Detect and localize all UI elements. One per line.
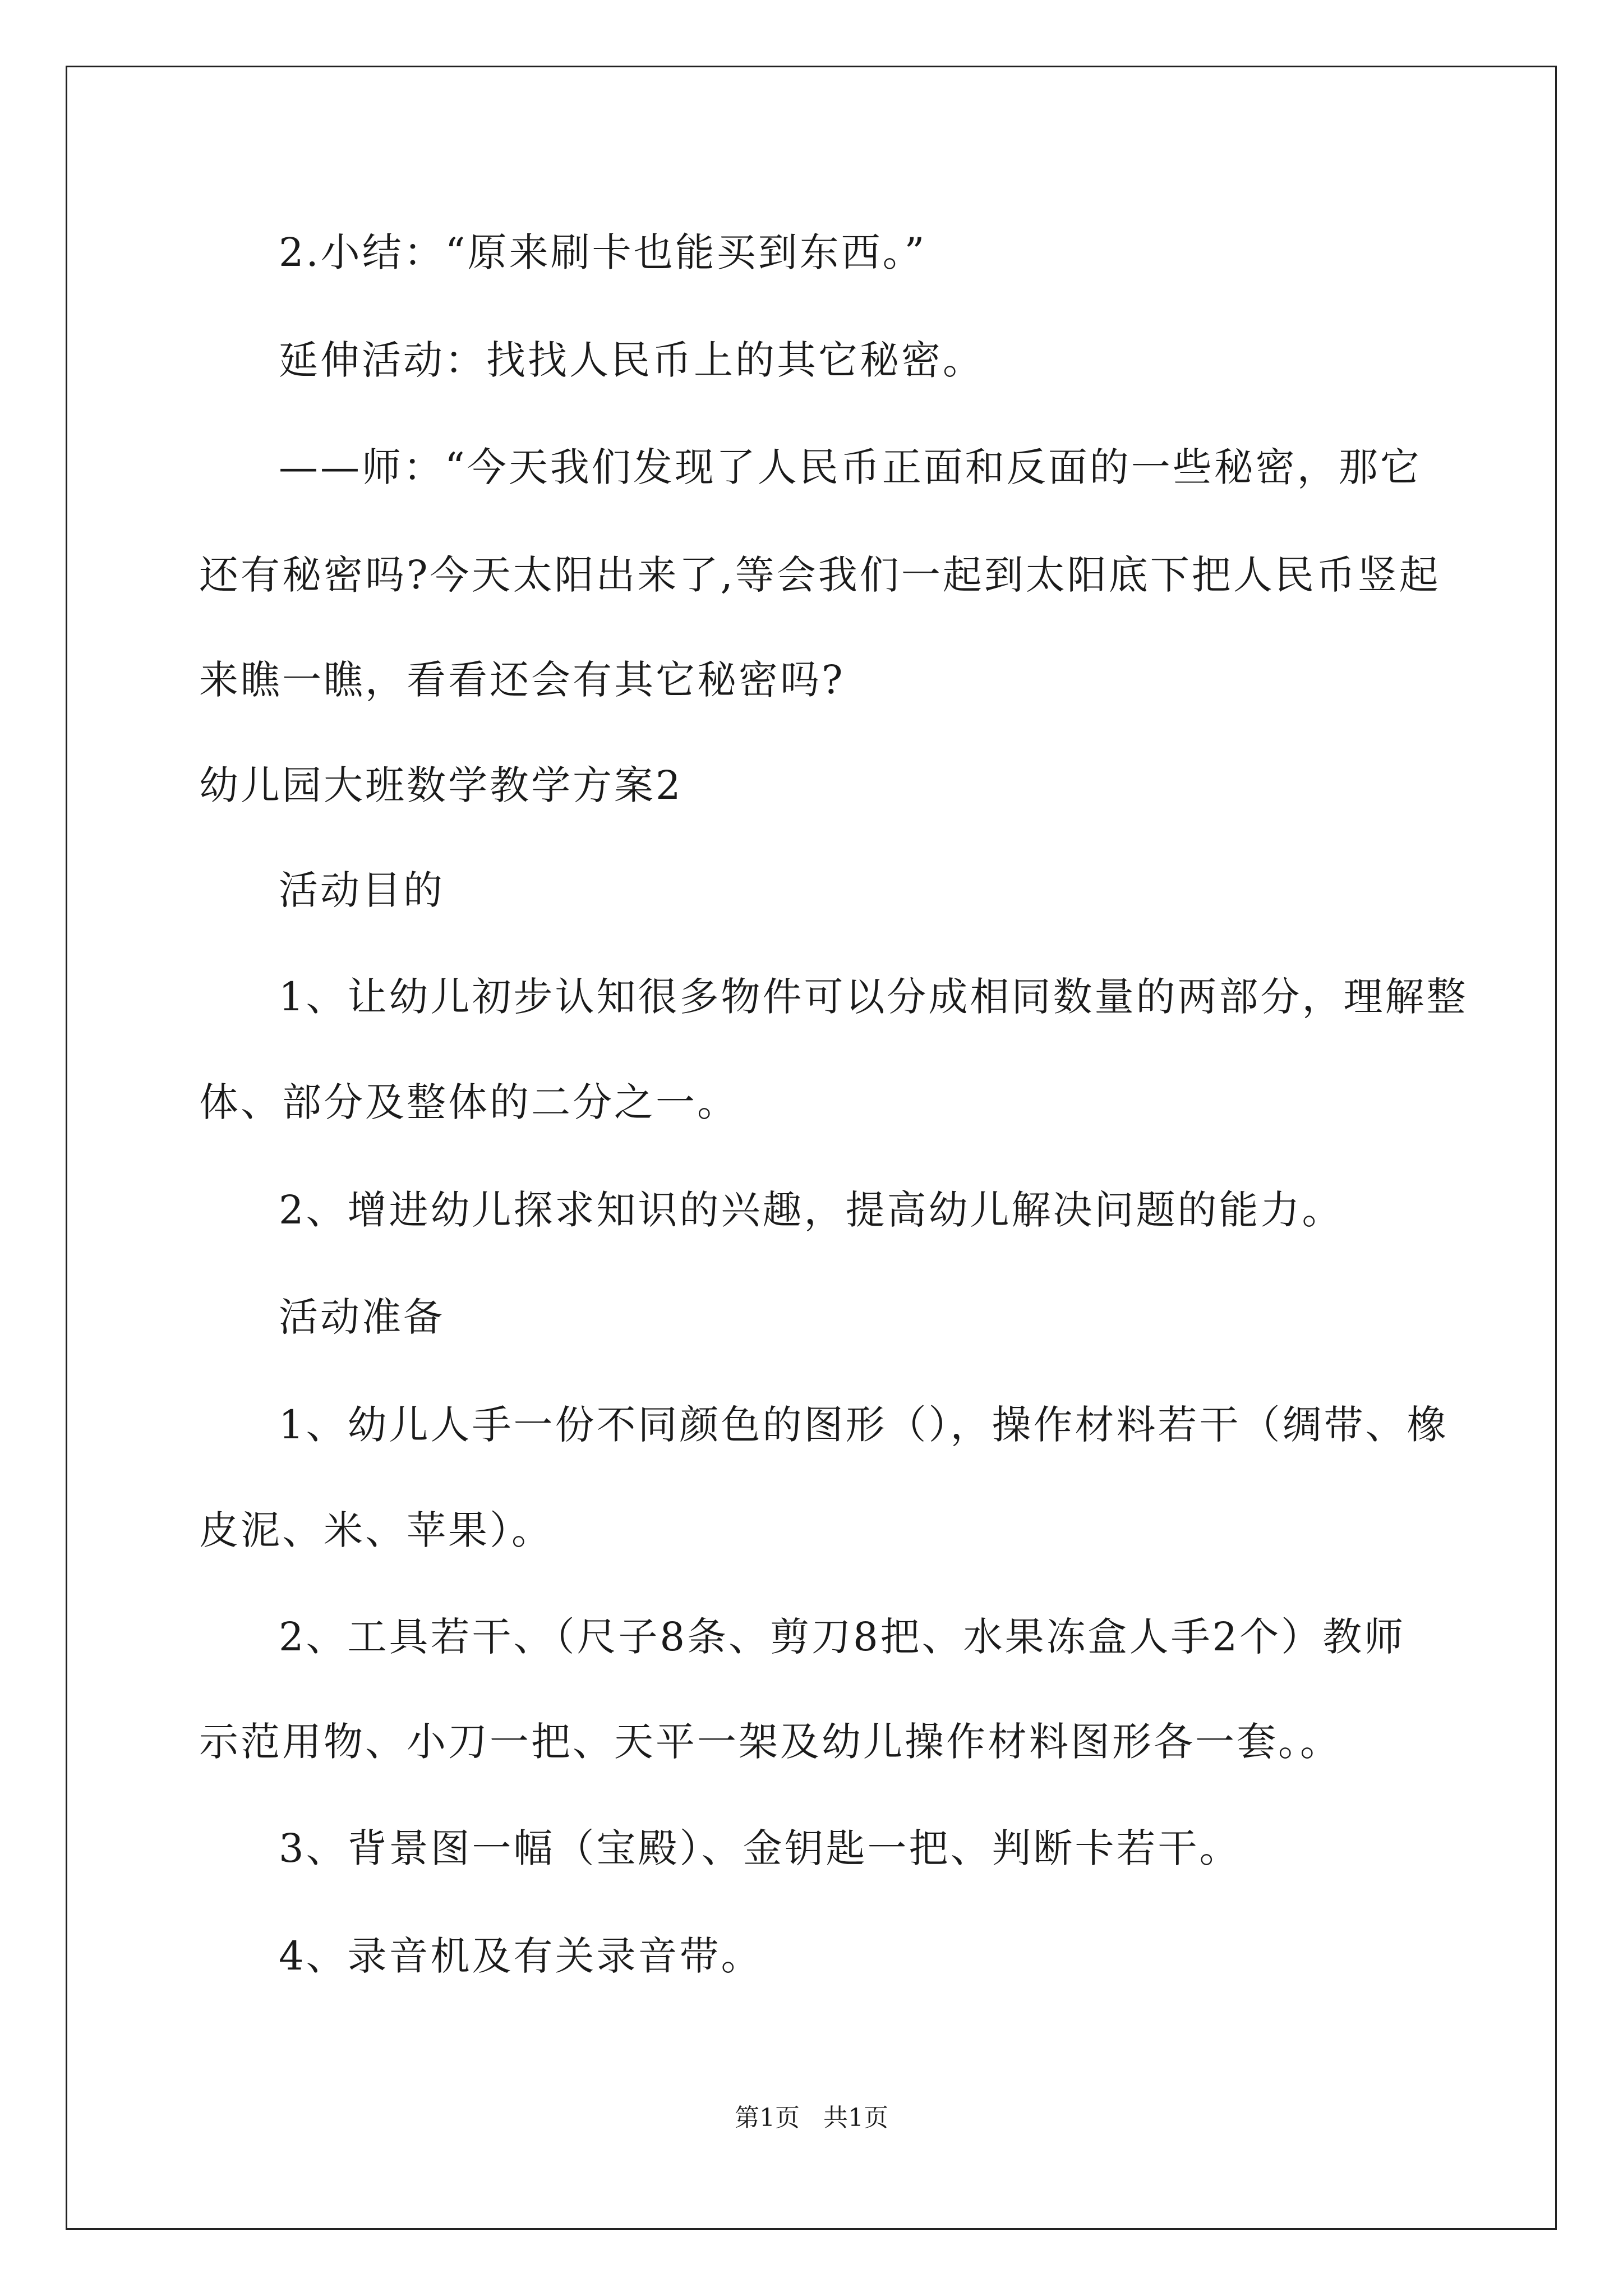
page-number-footer: 第1页 共1页 — [735, 2104, 888, 2132]
goal-2: 2、增进幼儿探求知识的兴趣，提高幼儿解决问题的能力。 — [279, 1187, 1344, 1233]
prep-2-line-1: 2、工具若干、（尺子8条、剪刀8把、水果冻盒人手2个）教师 — [279, 1614, 1406, 1660]
paragraph-teacher-line-3: 来瞧一瞧，看看还会有其它秘密吗? — [199, 657, 845, 703]
paragraph-teacher-line-2: 还有秘密吗?今天太阳出来了,等会我们一起到太阳底下把人民币竖起 — [199, 552, 1441, 598]
prep-2-line-2: 示范用物、小刀一把、天平一架及幼儿操作材料图形各一套。。 — [199, 1719, 1341, 1765]
prep-3: 3、背景图一幅（宝殿）、金钥匙一把、判断卡若干。 — [279, 1825, 1241, 1871]
subheading-goals: 活动目的 — [279, 867, 445, 913]
goal-1-line-2: 体、部分及整体的二分之一。 — [199, 1079, 739, 1125]
paragraph-extension: 延伸活动：找找人民币上的其它秘密。 — [279, 337, 984, 383]
goal-1-line-1: 1、让幼儿初步认知很多物件可以分成相同数量的两部分，理解整 — [279, 974, 1468, 1020]
prep-4: 4、录音机及有关录音带。 — [279, 1933, 763, 1979]
subheading-preparation: 活动准备 — [279, 1294, 445, 1340]
paragraph-summary: 2.小结：“原来刷卡也能买到东西。” — [279, 229, 927, 275]
prep-1-line-1: 1、幼儿人手一份不同颜色的图形（），操作材料若干（绸带、橡 — [279, 1402, 1449, 1448]
paragraph-teacher-line-1: ——师：“今天我们发现了人民币正面和反面的一些秘密，那它 — [279, 444, 1422, 490]
prep-1-line-2: 皮泥、米、苹果）。 — [199, 1507, 553, 1553]
page-border — [66, 66, 1557, 2230]
section-heading: 幼儿园大班数学教学方案2 — [199, 762, 683, 808]
